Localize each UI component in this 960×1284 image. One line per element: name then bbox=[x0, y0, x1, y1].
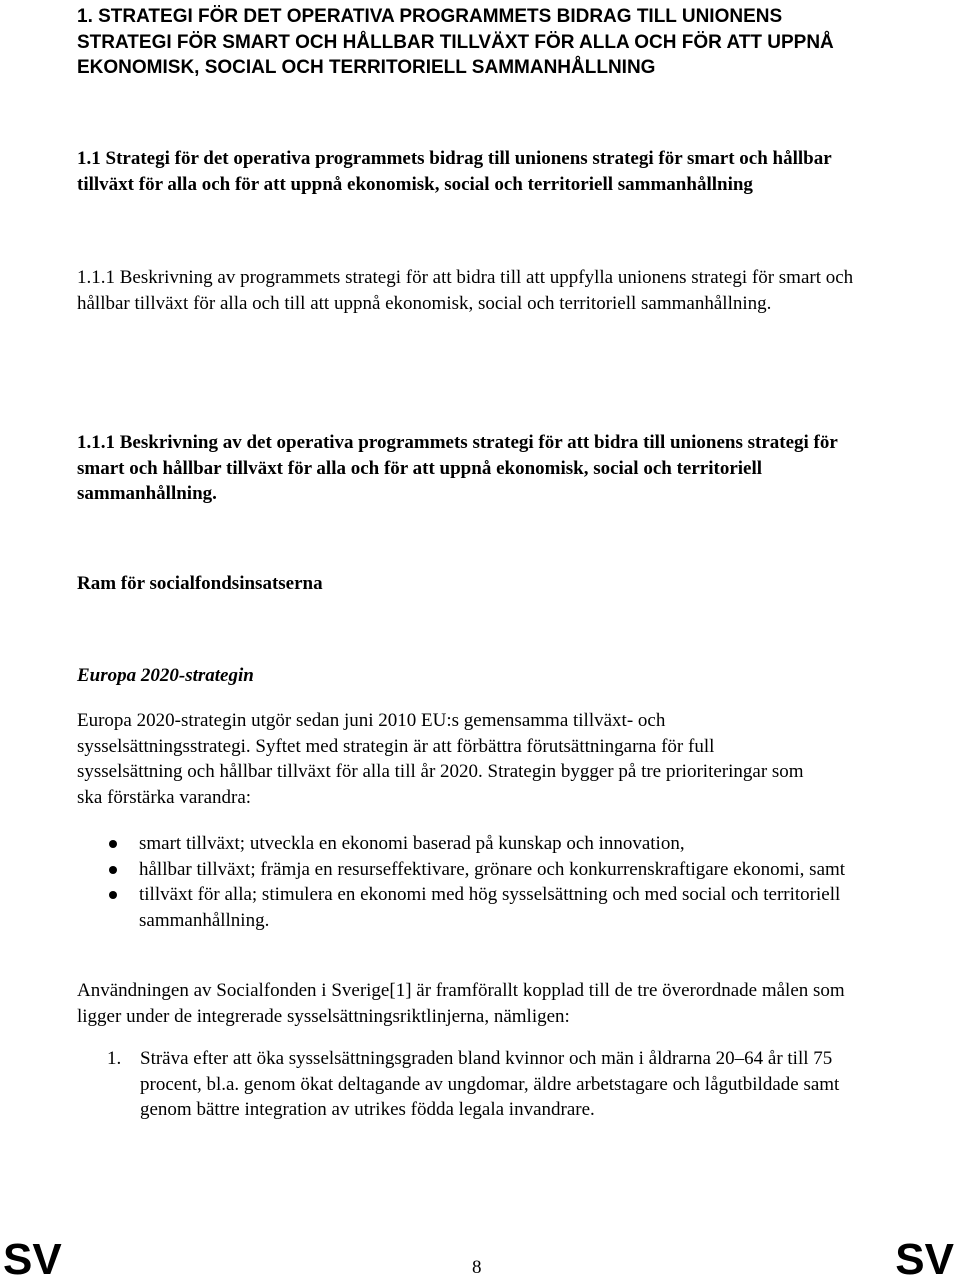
list-number: 1. bbox=[107, 1048, 122, 1069]
priority-list bbox=[107, 831, 847, 933]
list-item bbox=[107, 857, 847, 883]
list-item bbox=[107, 831, 847, 857]
list-item-text: hållbar tillväxt; främja en resurseffektivare, grönare och konkurrenskraftigare ekonomi, samt bbox=[139, 858, 846, 880]
list-item-text: Sträva efter att öka sysselsättningsgraden bland kvinnor och män i åldrarna 20–64 år till 75 procent, bl.a. genom ökat deltagande av ungdomar, äldre arbetstagare och lågutbildade samt genom bättre integration av utrikes födda legala invandrare. bbox=[140, 1048, 840, 1120]
list-item bbox=[107, 1046, 847, 1123]
section-heading-1-1: 1.1 Strategi för det operativa programmets bidrag till unionens strategi för smart och hållbar tillväxt för alla och för att uppnå ekonomisk, social och territoriell sammanhållning bbox=[77, 148, 832, 195]
heading-ram: Ram för socialfondsinsatserna bbox=[77, 573, 323, 594]
intro-paragraph: Europa 2020-strategin utgör sedan juni 2010 EU:s gemensamma tillväxt- och sysselsättningsstrategi. Syftet med strategin är att förbättra förutsättningarna för full sysselsättning och hållbar tillväxt för alla till år 2020. Strategin bygger på tre prioriteringar som ska förstärka varandra: bbox=[77, 710, 804, 808]
usage-paragraph: Användningen av Socialfonden i Sverige[1] är framförallt kopplad till de tre överordnade målen som ligger under de integrerade sysselsättningsriktlinjerna, nämligen: bbox=[77, 980, 845, 1027]
page-number: 8 bbox=[472, 1257, 482, 1278]
subsection-1-1-1-bold: 1.1.1 Beskrivning av det operativa programmets strategi för att bidra till unionens strategi för smart och hållbar tillväxt för alla och för att uppnå ekonomisk, social och territoriell sammanhållning. bbox=[77, 432, 838, 504]
footer-language-left: SV bbox=[3, 1235, 62, 1284]
list-item-text: tillväxt för alla; stimulera en ekonomi med hög sysselsättning och med social och territoriell sammanhållning. bbox=[139, 884, 841, 931]
bullet-icon bbox=[109, 891, 117, 899]
goals-list bbox=[107, 1046, 847, 1123]
chapter-heading: 1. STRATEGI FÖR DET OPERATIVA PROGRAMMETS BIDRAG TILL UNIONENS STRATEGI FÖR SMART OCH HÅLLBAR TILLVÄXT FÖR ALLA OCH FÖR ATT UPPNÅ EKONOMISK, SOCIAL OCH TERRITORIELL SAMMANHÅLLNING bbox=[77, 6, 834, 78]
list-item-text: smart tillväxt; utveckla en ekonomi baserad på kunskap och innovation, bbox=[139, 833, 685, 854]
footer-language-right: SV bbox=[895, 1235, 954, 1284]
heading-europa-2020: Europa 2020-strategin bbox=[77, 665, 254, 686]
list-item bbox=[107, 882, 847, 933]
bullet-icon bbox=[109, 866, 117, 874]
subsection-1-1-1: 1.1.1 Beskrivning av programmets strategi för att bidra till att uppfylla unionens strategi för smart och hållbar tillväxt för alla och till att uppnå ekonomisk, social och territoriell sammanhållning. bbox=[77, 267, 854, 314]
bullet-icon bbox=[109, 840, 117, 848]
